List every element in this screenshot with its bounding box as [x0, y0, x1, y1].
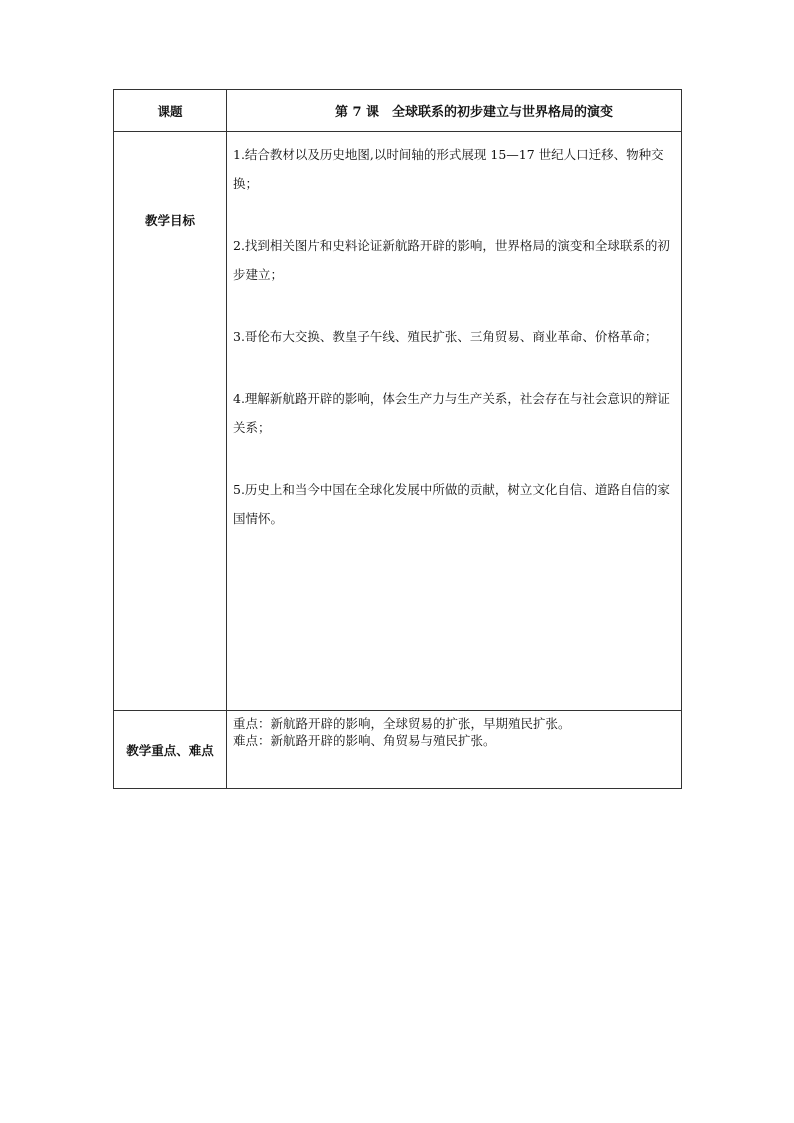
keypoints-row — [114, 711, 682, 789]
keypoints-cell — [227, 711, 682, 789]
objective-item: 5.历史上和当今中国在全球化发展中所做的贡献，树立文化自信、道路自信的家国情怀。 — [233, 482, 670, 526]
objectives-row — [114, 132, 682, 711]
objective-item: 2.找到相关图片和史料论证新航路开辟的影响，世界格局的演变和全球联系的初步建立； — [233, 238, 670, 282]
difficult-point-text: 难点：新航路开辟的影响、角贸易与殖民扩张。 — [233, 733, 496, 748]
objective-item: 1.结合教材以及历史地图,以时间轴的形式展现 15—17 世纪人口迁移、物种交换； — [233, 147, 664, 191]
keypoints-label: 教学重点、难点 — [114, 711, 227, 789]
key-point-text: 重点：新航路开辟的影响，全球贸易的扩张，早期殖民扩张。 — [233, 716, 571, 731]
objectives-cell — [227, 132, 682, 711]
title-row — [114, 90, 682, 132]
objectives-label: 教学目标 — [114, 132, 227, 711]
objective-item: 3.哥伦布大交换、教皇子午线、殖民扩张、三角贸易、商业革命、价格革命； — [233, 329, 658, 344]
objective-item: 4.理解新航路开辟的影响，体会生产力与生产关系，社会存在与社会意识的辩证关系； — [233, 391, 670, 435]
title-label: 课题 — [114, 90, 227, 132]
lesson-title: 第 7 课 全球联系的初步建立与世界格局的演变 — [227, 90, 682, 132]
lesson-plan-table — [113, 89, 682, 789]
